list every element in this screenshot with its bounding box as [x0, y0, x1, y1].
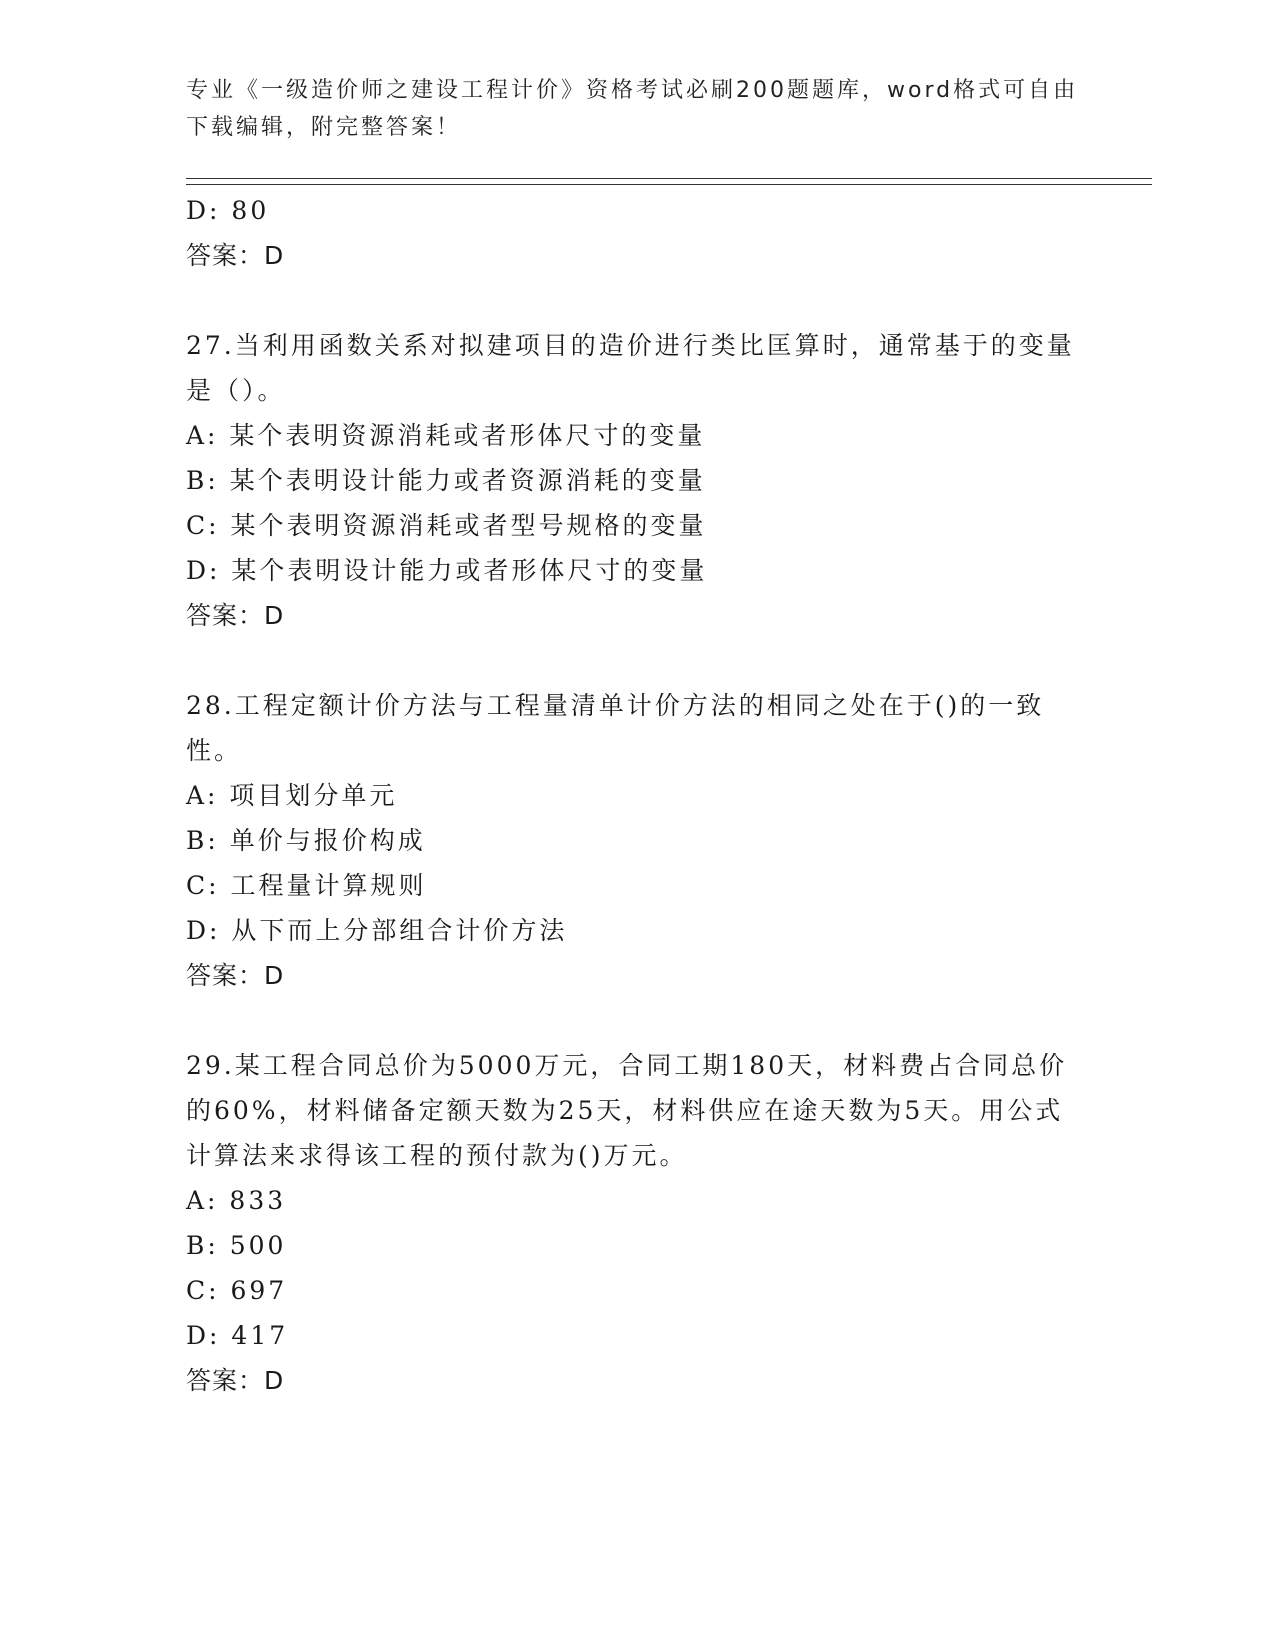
- question-answer: 答案：D: [186, 1366, 285, 1395]
- option-d: D: 417: [186, 1321, 289, 1350]
- option-c: C: 工程量计算规则: [186, 871, 427, 900]
- question-answer: 答案：D: [186, 961, 285, 990]
- prev-question-answer: 答案：D: [186, 241, 285, 270]
- spacer: [186, 638, 1086, 683]
- question-stem: 27.当利用函数关系对拟建项目的造价进行类比匡算时，通常基于的变量是（）。: [186, 331, 1075, 405]
- spacer: [186, 998, 1086, 1043]
- option-b: B: 500: [186, 1231, 287, 1260]
- header-divider-bottom: [186, 184, 1152, 185]
- question-block: [186, 1043, 1086, 1403]
- question-list: [186, 188, 1086, 1403]
- question-answer: 答案：D: [186, 601, 285, 630]
- question-block: [186, 683, 1086, 998]
- option-c: C: 697: [186, 1276, 288, 1305]
- option-a: A: 833: [186, 1186, 287, 1215]
- option-a: A: 某个表明资源消耗或者形体尺寸的变量: [186, 421, 706, 450]
- option-b: B: 单价与报价构成: [186, 826, 426, 855]
- question-stem: 28.工程定额计价方法与工程量清单计价方法的相同之处在于()的一致性。: [186, 691, 1045, 765]
- option-d: D: 从下而上分部组合计价方法: [186, 916, 568, 945]
- option-a: A: 项目划分单元: [186, 781, 398, 810]
- page-header: [186, 72, 1086, 146]
- header-text: 专业《一级造价师之建设工程计价》资格考试必刷200题题库，word格式可自由下载编辑，附完整答案！: [186, 78, 1079, 140]
- spacer: [186, 278, 1086, 323]
- option-b: B: 某个表明设计能力或者资源消耗的变量: [186, 466, 706, 495]
- question-stem: 29.某工程合同总价为5000万元，合同工期180天，材料费占合同总价的60%，材料储备定额天数为25天，材料供应在途天数为5天。用公式计算法来求得该工程的预付款为()万元。: [186, 1051, 1068, 1170]
- prev-question-option-d: D: 80: [186, 196, 270, 225]
- question-block: [186, 323, 1086, 638]
- option-d: D: 某个表明设计能力或者形体尺寸的变量: [186, 556, 708, 585]
- option-c: C: 某个表明资源消耗或者型号规格的变量: [186, 511, 707, 540]
- header-divider-top: [186, 178, 1152, 179]
